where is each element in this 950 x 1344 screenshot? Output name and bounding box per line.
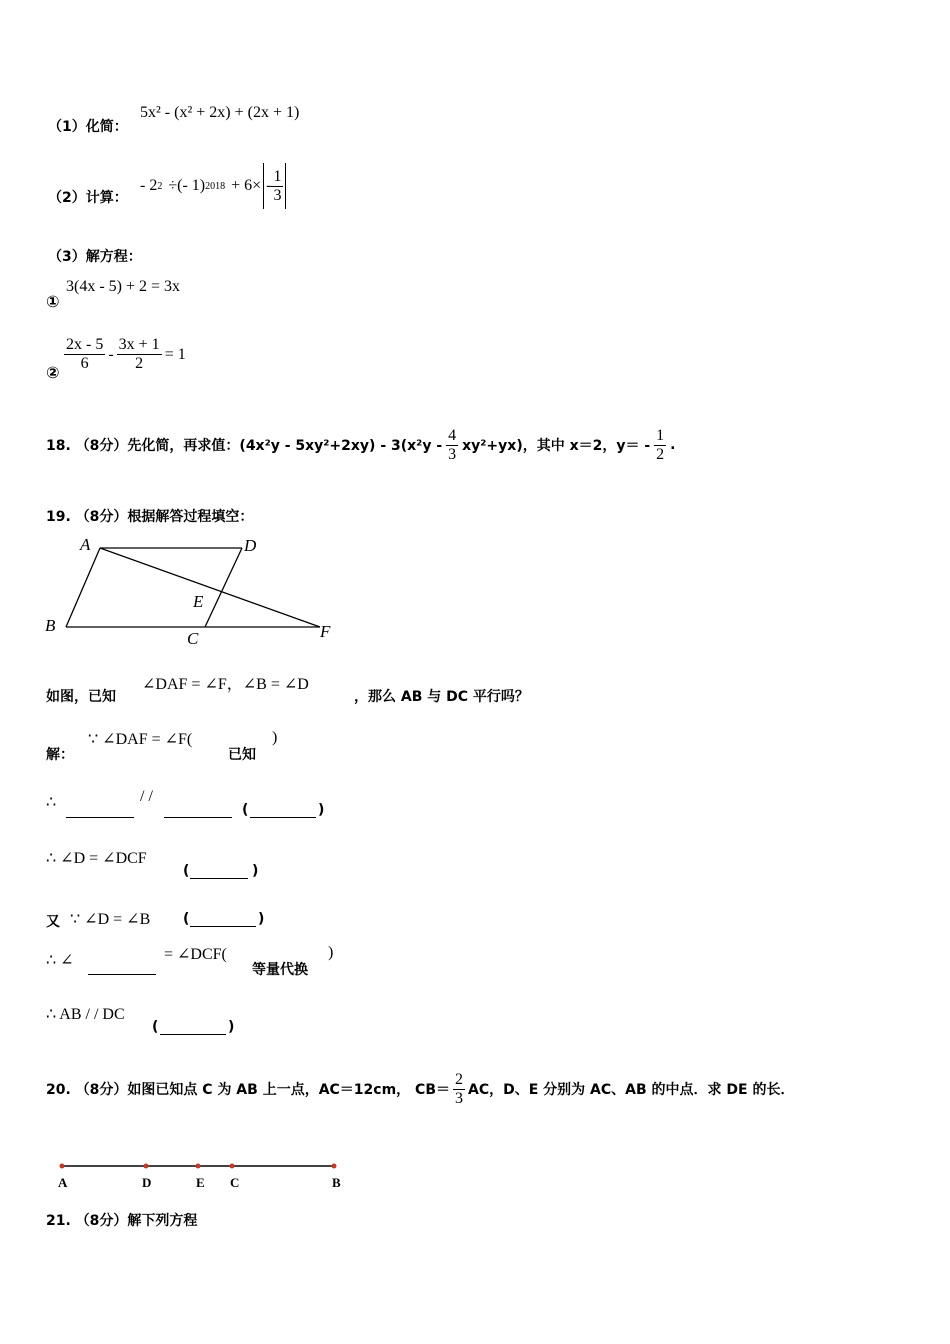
part2-abs-denominator: 3	[273, 186, 282, 204]
q19-given-suffix: ，那么 AB 与 DC 平行吗？	[354, 689, 529, 705]
q19-given-math: ∠DAF = ∠F，∠B = ∠D	[142, 676, 309, 693]
part2-term-a-exp: 2	[157, 180, 163, 192]
q18-fraction	[446, 427, 458, 464]
segment-ab	[66, 548, 100, 627]
part2-expression	[140, 162, 286, 210]
point-e	[196, 1164, 201, 1169]
eq2-minus: -	[108, 345, 114, 363]
q18-y-denominator: 2	[656, 445, 665, 463]
segment-label-c: C	[230, 1175, 240, 1190]
q18-text-b: xy²+yx)，其中 x＝2，y＝ -	[462, 438, 651, 454]
part1-expression: 5x² - (x² + 2x) + (2x + 1)	[140, 104, 300, 121]
q19-line2-therefore: ∴	[46, 794, 57, 811]
q20-text-b: AC，D、E 分别为 AC、AB 的中点．求 DE 的长．	[468, 1082, 795, 1098]
point-d	[144, 1164, 149, 1169]
q18-text-c: .	[670, 437, 676, 453]
eq2-f1-numerator: 2x - 5	[66, 336, 104, 353]
part2-abs-numerator: 1	[273, 167, 282, 185]
q20-line	[46, 1066, 794, 1112]
q19-line6-reason-blank[interactable]	[160, 1017, 226, 1035]
point-c	[230, 1164, 235, 1169]
q19-line6-math: ∴ AB / / DC	[46, 1006, 125, 1023]
part2-term-c: + 6×	[231, 177, 262, 194]
segment-label-d: D	[142, 1175, 152, 1190]
q19-line2-blank-2[interactable]	[164, 800, 232, 818]
figure-label-c: C	[187, 629, 199, 648]
q20-fraction	[453, 1071, 465, 1108]
part1-label: （1）化简：	[48, 119, 128, 135]
part2-absolute-value	[263, 163, 286, 209]
q20-segment-figure	[50, 1156, 360, 1196]
figure-label-a: A	[80, 535, 91, 554]
part2-term-b-exp: 2018	[205, 180, 226, 192]
segment-label-b: B	[332, 1175, 341, 1190]
q18-y-fraction	[654, 427, 666, 464]
point-b	[332, 1164, 337, 1169]
eq2-rhs: = 1	[164, 345, 186, 363]
segment-label-a: A	[58, 1175, 68, 1190]
figure-label-e: E	[193, 592, 204, 611]
q19-line5-reason: 等量代换	[252, 962, 308, 978]
q19-line4-math: ∵ ∠D = ∠B	[70, 911, 151, 928]
eq2-f1-denominator: 6	[64, 354, 105, 373]
q19-line5-close: )	[328, 944, 334, 961]
q19-line3-paren-close: )	[252, 863, 259, 879]
point-a	[60, 1164, 65, 1169]
q18-frac-numerator: 4	[448, 426, 457, 444]
q18-line	[46, 422, 676, 468]
q19-line2-paren-close: )	[318, 802, 325, 818]
q19-line5-blank[interactable]	[88, 957, 156, 975]
q19-line2-blank-1[interactable]	[66, 800, 134, 818]
eq2-f2-denominator: 2	[117, 354, 162, 373]
q19-line3-math: ∴ ∠D = ∠DCF	[46, 850, 147, 867]
q18-y-numerator: 1	[656, 426, 665, 444]
q20-frac-numerator: 2	[455, 1070, 463, 1088]
q19-parallelogram-figure	[40, 530, 350, 650]
q19-line4-reason-blank[interactable]	[190, 909, 256, 927]
eq2-expression	[64, 336, 186, 373]
part2-term-b: ÷(- 1)	[168, 177, 206, 194]
q19-line5-math-b: = ∠DCF(	[164, 946, 227, 963]
q19-line3-reason-blank[interactable]	[190, 861, 248, 879]
eq2-fraction-1	[64, 336, 105, 373]
q19-line2-parallel: / /	[140, 788, 153, 805]
eq2-marker: ②	[46, 363, 60, 382]
q19-given-prefix: 如图，已知	[46, 689, 116, 705]
q20-frac-denominator: 3	[455, 1089, 463, 1107]
q19-solution-label: 解：	[46, 747, 74, 763]
segment-label-e: E	[196, 1175, 205, 1190]
q19-title: 19. （8分）根据解答过程填空：	[46, 509, 254, 525]
q19-line1-math: ∵ ∠DAF = ∠F(	[88, 731, 193, 748]
q19-line1-reason: 已知	[228, 747, 256, 763]
eq2-fraction-2	[117, 336, 162, 373]
part3-label: （3）解方程：	[48, 249, 142, 265]
part2-abs-sign: -	[266, 177, 272, 194]
part2-label: （2）计算：	[48, 190, 128, 206]
q19-line6-paren-close: )	[228, 1019, 235, 1035]
q19-line4-paren-open: (	[183, 911, 190, 927]
q19-line4-prefix: 又	[46, 914, 60, 930]
q21-title: 21. （8分）解下列方程	[46, 1213, 198, 1229]
figure-label-d: D	[244, 536, 257, 555]
q19-line6-paren-open: (	[152, 1019, 159, 1035]
part2-term-a: - 2	[140, 177, 158, 194]
figure-label-b: B	[45, 616, 56, 635]
q19-line2-paren-open: (	[242, 802, 249, 818]
figure-label-f: F	[320, 622, 331, 641]
q19-line3-paren-open: (	[183, 863, 190, 879]
q18-text-a: 18. （8分）先化简，再求值：(4x²y - 5xy²+2xy) - 3(x²y -	[46, 438, 443, 454]
q20-text-a: 20. （8分）如图已知点 C 为 AB 上一点，AC＝12cm， CB＝	[46, 1082, 450, 1098]
q19-line2-reason-blank[interactable]	[250, 800, 316, 818]
eq1-marker: ①	[46, 292, 60, 311]
q19-line4-paren-close: )	[258, 911, 265, 927]
q19-line5-math-a: ∴ ∠	[46, 952, 74, 969]
part2-abs-fraction	[271, 168, 283, 205]
q19-line1-close: )	[272, 729, 278, 746]
q18-frac-denominator: 3	[448, 445, 457, 463]
eq1-expression: 3(4x - 5) + 2 = 3x	[66, 278, 181, 295]
eq2-f2-numerator: 3x + 1	[118, 336, 160, 353]
